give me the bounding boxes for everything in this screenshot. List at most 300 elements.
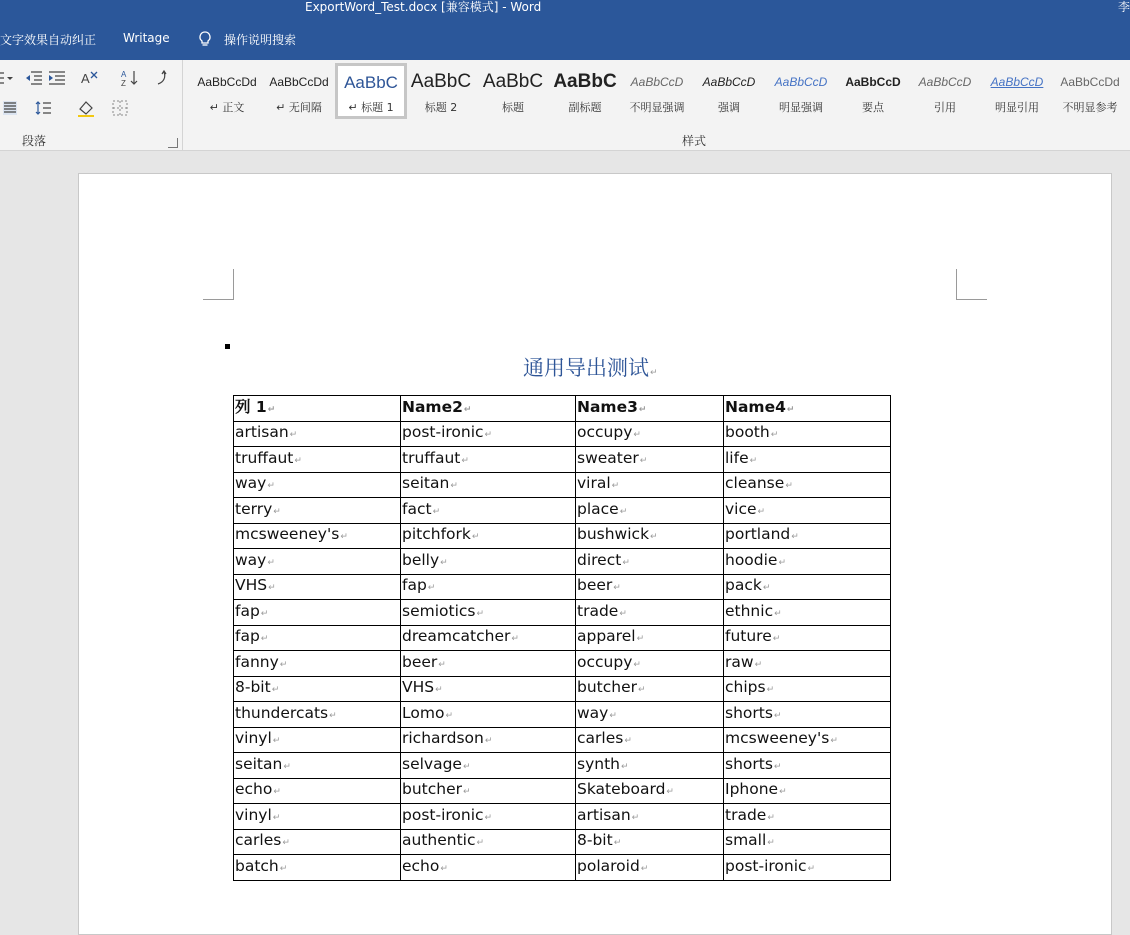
table-cell[interactable]	[576, 829, 724, 855]
paragraph-mark: ↵	[770, 430, 779, 441]
table-cell[interactable]	[724, 855, 891, 881]
cell-text: sweater	[577, 448, 639, 467]
table-cell[interactable]	[576, 676, 724, 702]
cell-text: belly	[402, 550, 440, 569]
style-title[interactable]	[479, 63, 547, 119]
style-name: ↵ 无间隔	[276, 101, 322, 114]
paragraph-mark: ↵	[624, 736, 632, 747]
paragraph-mark: ↵	[282, 838, 290, 849]
paragraph-mark: ↵	[267, 404, 276, 415]
cell-text: pack	[725, 576, 762, 595]
style-name: 标题 2	[424, 101, 458, 114]
document-page[interactable]	[78, 173, 1112, 935]
cell-text: selvage	[402, 754, 462, 773]
paragraph-mark: ↵	[779, 787, 787, 798]
cell-text: hoodie	[725, 550, 778, 569]
cell-text: occupy	[577, 652, 633, 671]
paragraph-mark: ↵	[773, 710, 782, 721]
style-sample: AaBbC	[482, 71, 544, 92]
table-cell[interactable]	[234, 421, 401, 447]
data-table[interactable]	[233, 395, 891, 881]
table-header-cell[interactable]	[576, 396, 724, 422]
cell-text: dreamcatcher	[402, 627, 511, 646]
ribbon-tabs	[0, 16, 1130, 60]
table-cell[interactable]	[401, 625, 576, 651]
table-cell[interactable]	[724, 804, 891, 830]
cell-text: booth	[725, 423, 770, 442]
table-cell[interactable]	[576, 753, 724, 779]
table-cell[interactable]	[401, 727, 576, 753]
cell-text: viral	[577, 474, 611, 493]
style-subtle-reference[interactable]	[1056, 63, 1124, 119]
decrease-indent-icon[interactable]	[24, 68, 44, 88]
style-sample: AaBbCcD	[774, 75, 828, 89]
style-heading-2[interactable]	[407, 63, 475, 119]
cell-text: VHS	[402, 678, 435, 697]
paragraph-mark: ↵	[638, 685, 646, 696]
paragraph-mark: ↵	[279, 863, 288, 874]
paragraph-format-marker	[225, 344, 230, 349]
table-row[interactable]	[234, 574, 891, 600]
cell-text: terry	[235, 499, 273, 518]
table-cell[interactable]	[234, 574, 401, 600]
table-cell[interactable]	[401, 472, 576, 498]
style-sample: AaBbCcD	[845, 75, 901, 89]
table-cell[interactable]	[401, 447, 576, 473]
paragraph-mark: ↵	[432, 506, 441, 517]
cell-text: small	[725, 831, 767, 850]
table-cell[interactable]	[234, 727, 401, 753]
paragraph-mark: ↵	[767, 812, 775, 823]
style-name: 标题	[502, 101, 524, 114]
paragraph-mark: ↵	[636, 634, 645, 645]
table-row[interactable]	[234, 727, 891, 753]
svg-text:Z: Z	[121, 79, 126, 88]
cell-text: beer	[402, 652, 438, 671]
style-name: 不明显强调	[629, 101, 685, 114]
paragraph-mark: ↵	[749, 455, 758, 466]
paragraph-mark: ↵	[271, 685, 280, 696]
table-cell[interactable]	[576, 855, 724, 881]
document-title[interactable]: 通用导出测试↵	[523, 356, 658, 380]
cell-text: pitchfork	[402, 525, 471, 544]
table-cell[interactable]	[576, 574, 724, 600]
paragraph-mark: ↵	[611, 481, 620, 492]
ribbon	[0, 60, 1130, 151]
cell-text: 8-bit	[577, 831, 613, 850]
paragraph-mark: ↵	[476, 838, 485, 849]
table-cell[interactable]	[724, 651, 891, 677]
paragraph-mark: ↵	[619, 506, 628, 517]
shading-icon[interactable]	[76, 98, 96, 118]
chinese-layout-icon[interactable]	[80, 68, 100, 88]
style-sample: AaBbCcD	[990, 75, 1044, 89]
paragraph-mark: ↵	[830, 736, 838, 747]
cell-text: occupy	[577, 423, 633, 442]
tab-writage[interactable]: Writage	[123, 31, 170, 45]
paragraph-mark: ↵	[613, 838, 622, 849]
table-cell[interactable]	[724, 574, 891, 600]
table-header-row[interactable]	[234, 396, 891, 422]
table-cell[interactable]	[234, 447, 401, 473]
list-dropdown-icon[interactable]	[0, 68, 14, 88]
style-sample: AaBbCcD	[702, 75, 756, 89]
cell-text: trade	[577, 601, 619, 620]
table-row[interactable]	[234, 447, 891, 473]
paragraph-mark: ↵	[786, 404, 795, 415]
paragraph-mark: ↵	[294, 455, 302, 466]
cell-text: echo	[402, 856, 440, 875]
cell-text: post-ironic	[402, 423, 484, 442]
table-cell[interactable]	[234, 472, 401, 498]
cell-text: fap	[402, 576, 427, 595]
cell-text: butcher	[577, 678, 637, 697]
cell-text: authentic	[402, 831, 476, 850]
table-row[interactable]	[234, 498, 891, 524]
table-cell[interactable]	[576, 651, 724, 677]
style-sample: AaBbCcD	[918, 75, 972, 89]
table-cell[interactable]	[234, 523, 401, 549]
paragraph-mark: ↵	[484, 812, 493, 823]
table-row[interactable]	[234, 523, 891, 549]
cell-text: raw	[725, 652, 754, 671]
cell-text: polaroid	[577, 856, 640, 875]
cell-text: VHS	[235, 576, 268, 595]
table-cell[interactable]	[401, 753, 576, 779]
table-cell[interactable]	[234, 778, 401, 804]
styles-gallery	[190, 63, 1130, 121]
table-row[interactable]	[234, 549, 891, 575]
paragraph-mark: ↵	[289, 430, 298, 441]
table-cell[interactable]	[724, 447, 891, 473]
paragraph-mark: ↵	[511, 634, 519, 645]
paragraph-mark: ↵	[268, 583, 276, 594]
table-cell[interactable]	[576, 549, 724, 575]
style-sample: AaBbC	[410, 71, 472, 92]
table-cell[interactable]	[234, 702, 401, 728]
svg-text:A: A	[121, 70, 127, 79]
table-row[interactable]	[234, 651, 891, 677]
cell-text: echo	[235, 780, 273, 799]
cell-text: butcher	[402, 780, 462, 799]
cell-text: future	[725, 627, 772, 646]
title-bar	[0, 0, 1130, 16]
cell-text: fap	[235, 601, 260, 620]
tell-me-search[interactable]: 操作说明搜索	[224, 33, 297, 47]
cell-text: apparel	[577, 627, 636, 646]
table-row[interactable]	[234, 804, 891, 830]
paragraph-mark: ↵	[461, 455, 469, 466]
style-strong[interactable]	[839, 63, 907, 119]
cell-text: portland	[725, 525, 791, 544]
cell-text: Name3	[577, 397, 638, 416]
table-cell[interactable]	[234, 753, 401, 779]
style-name: 引用	[934, 101, 956, 114]
table-row[interactable]	[234, 753, 891, 779]
cell-text: thundercats	[235, 703, 329, 722]
table-cell[interactable]	[576, 727, 724, 753]
cell-text: vice	[725, 499, 757, 518]
table-cell[interactable]	[234, 625, 401, 651]
table-cell[interactable]	[724, 600, 891, 626]
paragraph-mark: ↵	[463, 787, 471, 798]
table-row[interactable]	[234, 421, 891, 447]
styles-group-label: 样式	[682, 134, 707, 148]
cell-text: vinyl	[235, 805, 272, 824]
table-header-cell[interactable]	[234, 396, 401, 422]
table-cell[interactable]	[401, 421, 576, 447]
cell-text: beer	[577, 576, 613, 595]
paragraph-mark: ↵	[633, 430, 641, 441]
table-cell[interactable]	[234, 829, 401, 855]
cell-text: 列 1	[235, 397, 267, 416]
paragraph-mark: ↵	[427, 583, 436, 594]
user-name[interactable]: 李	[1117, 0, 1130, 14]
style-subtle-emphasis[interactable]	[623, 63, 691, 119]
table-header-cell[interactable]	[724, 396, 891, 422]
sort-icon[interactable]	[120, 68, 140, 88]
paragraph-mark: ↵	[640, 863, 649, 874]
table-cell[interactable]	[401, 702, 576, 728]
table-cell[interactable]	[724, 625, 891, 651]
table-row[interactable]	[234, 472, 891, 498]
cell-text: fap	[235, 627, 260, 646]
cell-text: way	[235, 550, 267, 569]
style-name: 要点	[862, 101, 884, 114]
table-cell[interactable]	[576, 600, 724, 626]
style-intense-quote[interactable]	[983, 63, 1051, 119]
style-emphasis[interactable]	[695, 63, 763, 119]
cell-text: cleanse	[725, 474, 785, 493]
cell-text: artisan	[235, 423, 289, 442]
paragraph-mark: ↵	[650, 532, 658, 543]
window-title: ExportWord_Test.docx [兼容模式] - Word	[305, 0, 542, 14]
paragraph-mark: ↵	[633, 659, 641, 670]
style-sample: AaBbCcD	[630, 75, 684, 89]
cell-text: Skateboard	[577, 780, 666, 799]
table-cell[interactable]	[401, 574, 576, 600]
cell-text: trade	[725, 805, 767, 824]
table-cell[interactable]	[576, 523, 724, 549]
table-row[interactable]	[234, 778, 891, 804]
paragraph-dialog-launcher[interactable]	[168, 138, 178, 148]
cell-text: chips	[725, 678, 766, 697]
table-cell[interactable]	[724, 676, 891, 702]
style-heading-1[interactable]	[335, 63, 407, 119]
cell-text: post-ironic	[402, 805, 484, 824]
paragraph-mark: ↵	[484, 430, 493, 441]
table-cell[interactable]	[234, 651, 401, 677]
paragraph-mark: ↵	[778, 557, 787, 568]
paragraph-mark: ↵	[260, 634, 269, 645]
cell-text: shorts	[725, 754, 773, 773]
cell-text: place	[577, 499, 619, 518]
style-sample: AaBbCcDd	[1060, 75, 1120, 89]
table-cell[interactable]	[401, 778, 576, 804]
paragraph-mark: ↵	[785, 481, 793, 492]
style-name: 明显引用	[995, 101, 1039, 114]
paragraph-mark: ↵	[754, 659, 763, 670]
table-cell[interactable]	[724, 727, 891, 753]
cell-text: post-ironic	[725, 856, 807, 875]
table-cell[interactable]	[401, 523, 576, 549]
style-name: ↵ 标题 1	[348, 101, 394, 114]
table-cell[interactable]	[724, 421, 891, 447]
table-cell[interactable]	[724, 472, 891, 498]
table-cell[interactable]	[401, 600, 576, 626]
style-normal[interactable]	[193, 63, 261, 119]
paragraph-mark: ↵	[272, 812, 281, 823]
paragraph-mark: ↵	[773, 761, 782, 772]
table-cell[interactable]	[576, 625, 724, 651]
paragraph-mark: ↵	[631, 812, 640, 823]
table-cell[interactable]	[724, 702, 891, 728]
paragraph-mark: ↵	[638, 404, 647, 415]
table-cell[interactable]	[576, 472, 724, 498]
table-cell[interactable]	[401, 804, 576, 830]
table-cell[interactable]	[401, 549, 576, 575]
cell-text: batch	[235, 856, 279, 875]
table-cell[interactable]	[401, 651, 576, 677]
cell-text: Lomo	[402, 703, 445, 722]
table-cell[interactable]	[234, 549, 401, 575]
style-sample: AaBbCcDd	[197, 75, 257, 89]
style-no-spacing[interactable]	[265, 63, 333, 119]
cell-text: direct	[577, 550, 622, 569]
style-quote[interactable]	[911, 63, 979, 119]
cell-text: Name2	[402, 397, 463, 416]
table-row[interactable]	[234, 625, 891, 651]
paragraph-mark: ↵	[484, 736, 493, 747]
paragraph-group	[0, 60, 183, 150]
cell-text: mcsweeney's	[235, 525, 340, 544]
table-cell[interactable]	[724, 778, 891, 804]
paragraph-mark: ↵	[757, 506, 766, 517]
cell-text: way	[577, 703, 609, 722]
table-header-cell[interactable]	[401, 396, 576, 422]
table-cell[interactable]	[401, 498, 576, 524]
table-cell[interactable]	[576, 421, 724, 447]
paragraph-mark: ↵	[609, 710, 617, 721]
margin-corner-mark	[203, 269, 234, 300]
paragraph-mark: ↵	[620, 761, 629, 772]
paragraph-mark: ↵	[340, 532, 348, 543]
line-spacing-icon[interactable]	[34, 98, 54, 118]
paragraph-mark: ↵	[267, 481, 275, 492]
document-canvas[interactable]	[0, 151, 1130, 875]
table-cell[interactable]	[724, 829, 891, 855]
cell-text: synth	[577, 754, 620, 773]
paragraph-mark: ↵	[329, 710, 337, 721]
paragraph-mark: ↵	[791, 532, 799, 543]
paragraph-mark: ↵	[666, 787, 674, 798]
cell-text: fact	[402, 499, 432, 518]
table-cell[interactable]	[401, 676, 576, 702]
tab-text-effects-autocorrect[interactable]: 文字效果自动纠正	[0, 33, 97, 47]
cell-text: seitan	[235, 754, 283, 773]
paragraph-mark: ↵	[762, 583, 771, 594]
table-cell[interactable]	[724, 498, 891, 524]
paragraph-mark: ↵	[440, 557, 448, 568]
paragraph-mark: ↵	[613, 583, 621, 594]
style-sample: AaBbC	[553, 71, 617, 92]
paragraph-mark: ↵	[435, 685, 443, 696]
style-name: 明显强调	[779, 101, 823, 114]
cell-text: carles	[235, 831, 282, 850]
table-row[interactable]	[234, 829, 891, 855]
table-row[interactable]	[234, 855, 891, 881]
style-subtitle[interactable]	[551, 63, 619, 119]
cell-text: truffaut	[235, 448, 294, 467]
table-cell[interactable]	[234, 855, 401, 881]
paragraph-mark: ↵	[476, 608, 485, 619]
style-name: ↵ 正文	[209, 101, 245, 114]
table-cell[interactable]	[401, 855, 576, 881]
paragraph-mark: ↵	[774, 608, 782, 619]
paragraph-mark: ↵	[619, 608, 627, 619]
table-cell[interactable]	[234, 498, 401, 524]
table-cell[interactable]	[576, 447, 724, 473]
cell-text: semiotics	[402, 601, 476, 620]
borders-icon[interactable]	[110, 98, 130, 118]
table-cell[interactable]	[576, 498, 724, 524]
paragraph-mark: ↵	[471, 532, 480, 543]
cell-text: life	[725, 448, 749, 467]
paragraph-mark: ↵	[267, 557, 275, 568]
show-marks-icon[interactable]	[152, 68, 172, 88]
justify-icon[interactable]	[0, 98, 20, 118]
table-row[interactable]	[234, 702, 891, 728]
paragraph-mark: ↵	[279, 659, 288, 670]
paragraph-mark: ↵	[260, 608, 269, 619]
paragraph-mark: ↵	[450, 481, 458, 492]
cell-text: mcsweeney's	[725, 729, 830, 748]
paragraph-mark: ↵	[440, 863, 448, 874]
table-cell[interactable]	[234, 676, 401, 702]
style-name: 副标题	[568, 101, 602, 114]
paragraph-group-label: 段落	[22, 134, 47, 148]
table-row[interactable]	[234, 600, 891, 626]
cell-text: vinyl	[235, 729, 272, 748]
table-cell[interactable]	[234, 804, 401, 830]
table-cell[interactable]	[234, 600, 401, 626]
lightbulb-icon[interactable]	[197, 30, 213, 48]
table-cell[interactable]	[401, 829, 576, 855]
table-cell[interactable]	[724, 753, 891, 779]
increase-indent-icon[interactable]	[47, 68, 67, 88]
table-cell[interactable]	[576, 804, 724, 830]
cell-text: shorts	[725, 703, 773, 722]
cell-text: ethnic	[725, 601, 774, 620]
table-cell[interactable]	[724, 549, 891, 575]
table-row[interactable]	[234, 676, 891, 702]
paragraph-mark: ↵	[463, 404, 472, 415]
table-cell[interactable]	[576, 778, 724, 804]
cell-text: 8-bit	[235, 678, 271, 697]
style-intense-emphasis[interactable]	[767, 63, 835, 119]
cell-text: carles	[577, 729, 624, 748]
table-cell[interactable]	[724, 523, 891, 549]
table-cell[interactable]	[576, 702, 724, 728]
style-name: 不明显参考	[1062, 101, 1118, 114]
cell-text: bushwick	[577, 525, 650, 544]
paragraph-mark: ↵	[772, 634, 781, 645]
style-sample: AaBbCcDd	[269, 75, 329, 89]
paragraph-mark: ↵	[445, 710, 453, 721]
paragraph-mark: ↵	[639, 455, 648, 466]
paragraph-mark: ↵	[766, 685, 775, 696]
paragraph-mark: ↵	[438, 659, 446, 670]
